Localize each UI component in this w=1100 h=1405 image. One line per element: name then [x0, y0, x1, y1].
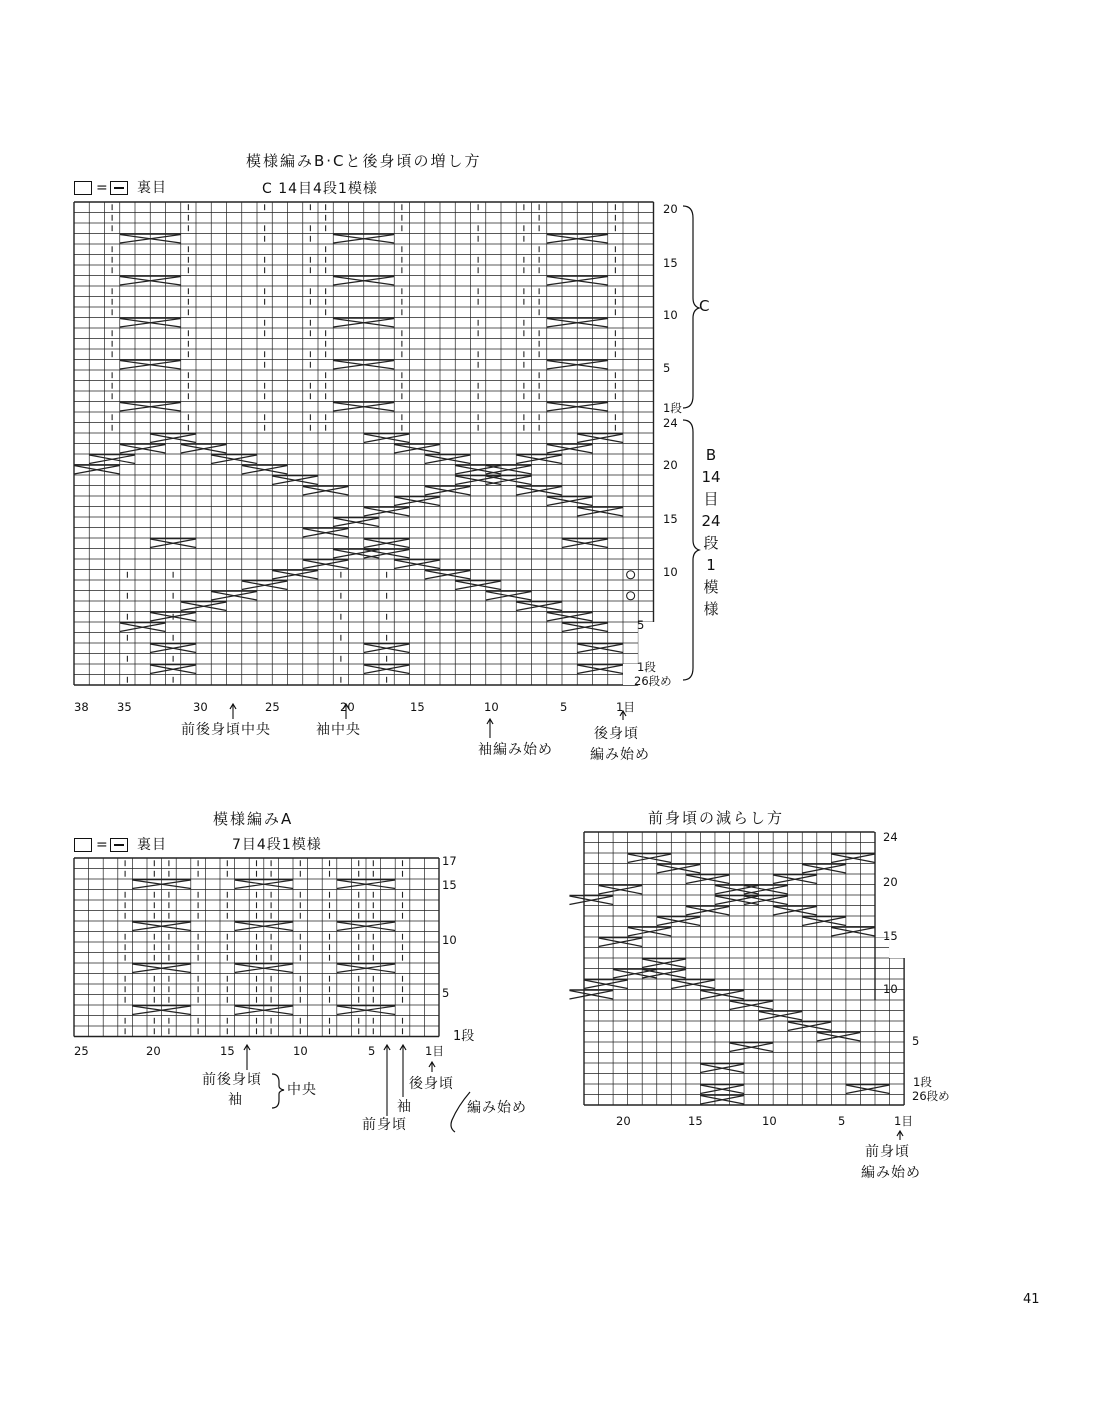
- row-label: 15: [663, 512, 678, 526]
- col-label: 20: [616, 1114, 631, 1128]
- col-label: 20: [340, 700, 355, 714]
- legend-purl-label: 裏目: [137, 837, 167, 853]
- note-center-body: 前後身頃中央: [181, 722, 271, 738]
- col-label: 20: [146, 1044, 161, 1058]
- row-label: 10: [663, 565, 678, 579]
- empty-square-symbol-icon: [74, 181, 92, 195]
- row-label: 26段め: [912, 1089, 950, 1103]
- increase-circle-icon: [627, 592, 635, 600]
- brace-c-icon: [683, 206, 699, 408]
- col-label: 15: [220, 1044, 235, 1058]
- col-label: 1目: [616, 700, 635, 714]
- col-label: 35: [117, 700, 132, 714]
- row-label: 10: [663, 308, 678, 322]
- note-front: 前身頃: [865, 1144, 910, 1160]
- col-label: 38: [74, 700, 89, 714]
- row-label: 10: [442, 933, 457, 947]
- chart-a-grid: [74, 858, 439, 1037]
- note-front-back: 前後身頃: [202, 1072, 262, 1088]
- note-sleeve-start: 袖編み始め: [478, 742, 553, 758]
- legend-equals: =: [96, 837, 108, 853]
- legend-purl-label: 裏目: [137, 180, 167, 196]
- chart-dec-title: 前身頃の減らし方: [648, 809, 785, 827]
- col-label: 30: [193, 700, 208, 714]
- row-label: 24: [663, 416, 678, 430]
- chart-c-subtitle: C 14目4段1模様: [262, 181, 378, 197]
- note-sleeve: 袖: [228, 1092, 243, 1108]
- col-label: 5: [838, 1114, 846, 1128]
- col-label: 1目: [425, 1044, 444, 1058]
- row-label: 5: [912, 1034, 920, 1048]
- row-label: 1段: [453, 1029, 475, 1044]
- brace-b-icon: [683, 420, 699, 680]
- col-label: 5: [368, 1044, 376, 1058]
- section-c-label: C: [699, 297, 710, 315]
- row-label: 20: [663, 458, 678, 472]
- purl-symbol-icon: [110, 181, 128, 195]
- col-label: 25: [74, 1044, 89, 1058]
- chart-a-title: 模様編みA: [213, 810, 294, 828]
- brace-center-icon: [272, 1074, 284, 1108]
- row-label: 20: [663, 202, 678, 216]
- chart-bc-title: 模様編みB·Cと後身頃の増し方: [246, 152, 482, 170]
- note-front: 前身頃: [362, 1117, 407, 1133]
- col-label: 25: [265, 700, 280, 714]
- note-back-start-2: 編み始め: [590, 747, 650, 763]
- note-back-start: 後身頃: [594, 726, 639, 742]
- row-label: 1段: [637, 660, 656, 674]
- note-back: 後身頃: [409, 1076, 454, 1092]
- chart-dec-grid: [569, 831, 906, 1105]
- row-label: 10: [883, 982, 898, 996]
- page-number: 41: [1023, 1292, 1040, 1307]
- chart-bc-grid: [74, 202, 655, 706]
- col-label: 5: [560, 700, 568, 714]
- note-sleeve-2: 袖: [397, 1099, 412, 1115]
- col-label: 10: [484, 700, 499, 714]
- note-start: 編み始め: [467, 1100, 527, 1116]
- row-label: 15: [883, 929, 898, 943]
- row-label: 24: [883, 830, 898, 844]
- note-start: 編み始め: [861, 1165, 921, 1181]
- col-label: 1目: [894, 1114, 913, 1128]
- row-label: 17: [442, 854, 457, 868]
- col-label: 15: [410, 700, 425, 714]
- row-label: 15: [663, 256, 678, 270]
- row-label: 5: [663, 361, 671, 375]
- legend-equals: =: [96, 180, 108, 196]
- note-sleeve-center: 袖中央: [316, 722, 361, 738]
- row-label: 1段: [913, 1075, 932, 1089]
- col-label: 15: [688, 1114, 703, 1128]
- chart-a-subtitle: 7目4段1模様: [232, 837, 322, 853]
- row-label: 26段め: [634, 674, 672, 688]
- note-center: 中央: [287, 1082, 317, 1098]
- empty-square-symbol-icon: [74, 838, 92, 852]
- row-label: 20: [883, 875, 898, 889]
- row-label: 15: [442, 878, 457, 892]
- section-b-label: B 14 目 24 段 1 模 様: [701, 446, 721, 618]
- row-label: 1段: [663, 401, 682, 415]
- row-label: 5: [442, 986, 450, 1000]
- col-label: 10: [293, 1044, 308, 1058]
- increase-circle-icon: [627, 571, 635, 579]
- col-label: 10: [762, 1114, 777, 1128]
- purl-symbol-icon: [110, 838, 128, 852]
- row-label: 5: [637, 618, 645, 632]
